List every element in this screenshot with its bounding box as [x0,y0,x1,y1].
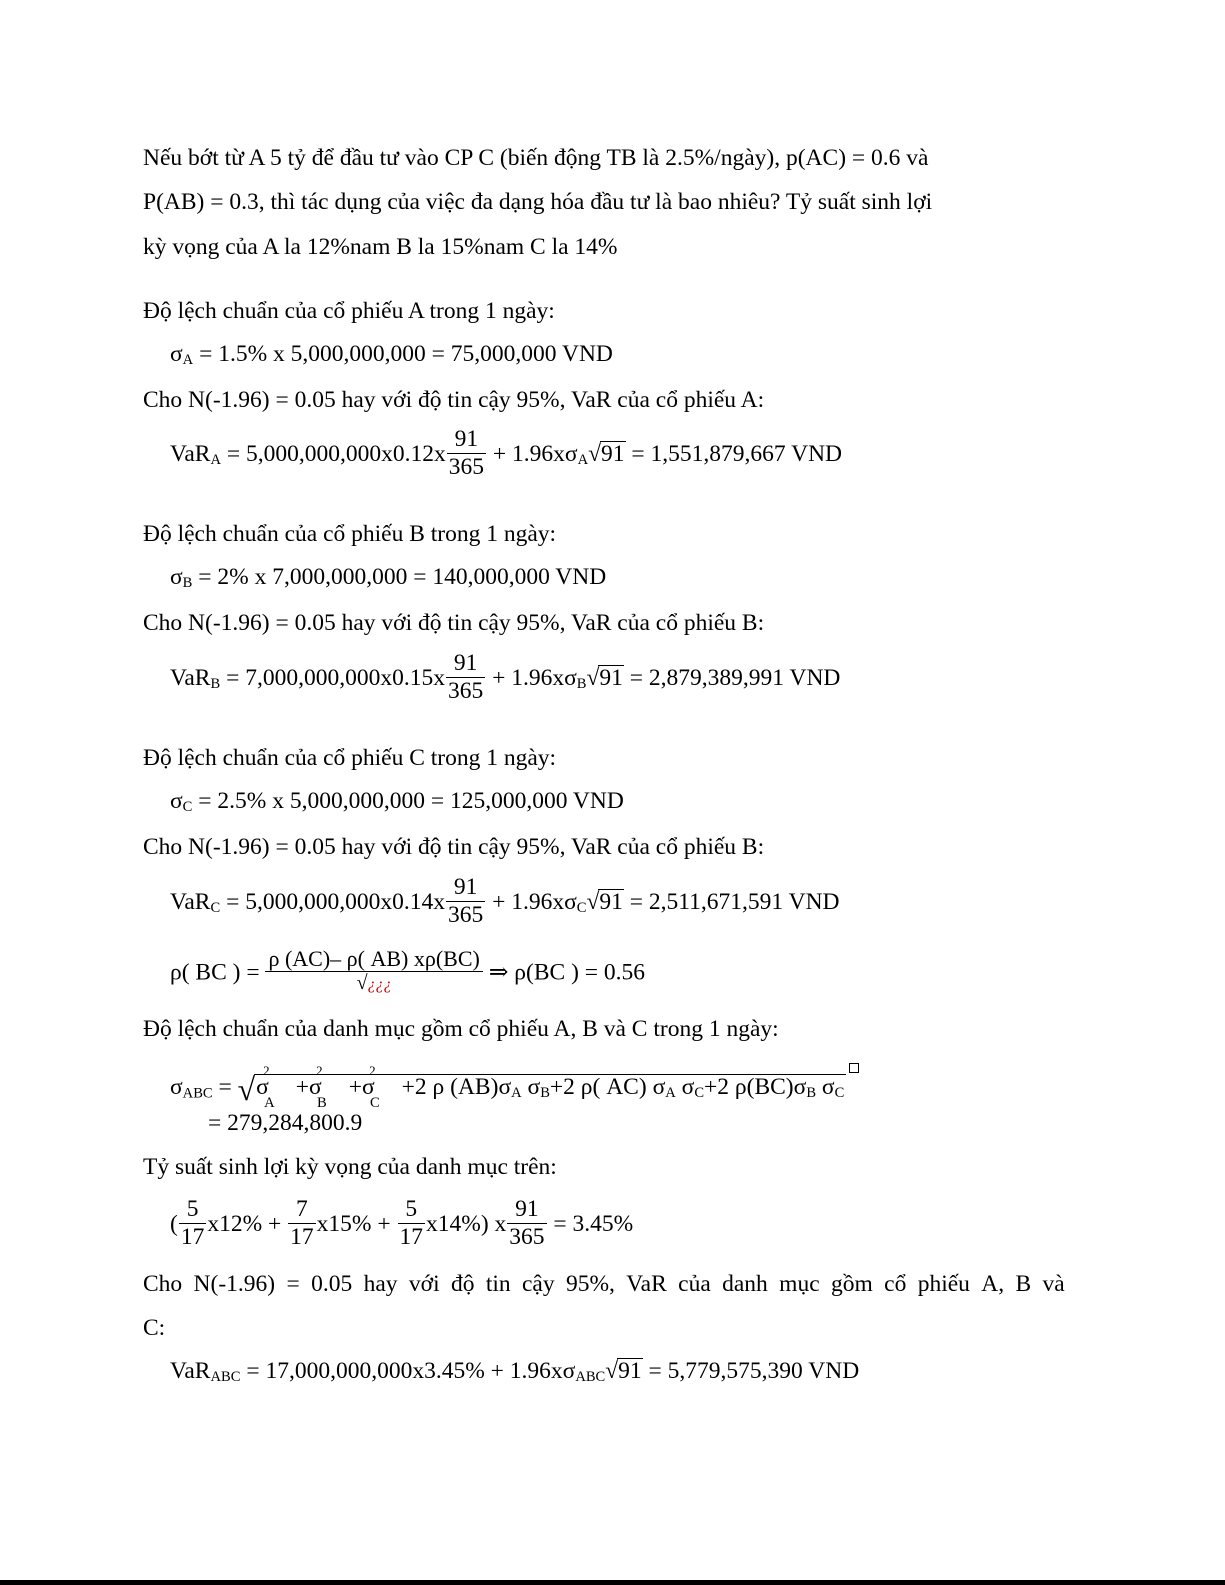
question-line-1: Nếu bớt từ A 5 tỷ để đầu tư vào CP C (biến động TB là 2.5%/ngày), p(AC) = 0.6 và [143,145,929,171]
stock-c-heading: Độ lệch chuẩn của cổ phiếu C trong 1 ngày: [143,745,557,771]
placeholder-box-icon [849,1063,859,1073]
sqrt: √91 [586,888,623,915]
rho-fraction: ρ (AC)– ρ( AB) xρ(BC) √¿¿¿ [265,946,482,994]
fraction: $\frac{7}{17}$ [290,1196,314,1251]
fraction: $\frac{5}{17}$ [180,1196,205,1251]
fraction: $\frac{91}{365}$ [447,650,484,705]
stock-a-heading: Độ lệch chuẩn của cổ phiếu A trong 1 ngày: [143,298,555,324]
sqrt: √91 [588,440,625,467]
fraction: $\frac{91}{365}$ [447,874,484,929]
formula-error-marker: ¿¿¿ [367,976,392,994]
stock-b-sigma: $\sigma_B = 2\%$ x 7,000,000,000 = 140,000,000 VND [170,564,607,592]
portfolio-return-formula: ( $\frac{5}{17}$ x12% + $\frac{7}{17}$ x15% + $\frac{5}{17}$ x14%) x $\frac{91}{365}$ = 3.45% [170,1196,634,1251]
question-line-3: kỳ vọng của A la 12%nam B la 15%nam C la 14% [143,234,618,260]
stock-a-sigma: $\sigma_A = 1.5\%$ x 5,000,000,000 = 75,000,000 VND [170,341,613,369]
portfolio-var-formula: $VaR_{ABC} = 17,000,000,000x3.45\% + 1.96x\sigma_{ABC}√91 = 5,779,575,390$ VND [170,1358,860,1386]
sqrt: √91 [586,664,623,691]
fraction: $\frac{91}{365}$ [448,426,485,481]
portfolio-var-heading: Cho N(-1.96) = 0.05 hay với độ tin cậy 95%, VaR của danh mục gồm cổ phiếu A, B và [143,1271,1065,1297]
stock-b-var-heading: Cho N(-1.96) = 0.05 hay với độ tin cậy 95%, VaR của cổ phiếu B: [143,610,765,636]
fraction: $\frac{5}{17}$ [399,1196,424,1251]
portfolio-heading: Độ lệch chuẩn của danh mục gồm cổ phiếu A, B và C trong 1 ngày: [143,1016,779,1042]
rho-bc-formula: ρ( BC ) = ρ (AC)– ρ( AB) xρ(BC) √¿¿¿ ⇒ ρ(BC ) = 0.56 [170,946,646,995]
portfolio-sigma-formula: $\sigma_{ABC} = √\sigma$ 2 A +σ 2 B +σ 2 C +2 ρ $(AB)\sigma_A$ $\sigma_B+2$ ρ( AC) $\sigma_A$ $\sigma_C+2$ $\rho(BC)\sigma_B$ $\sigma_C$ [170,1063,859,1109]
stock-a-var-formula: VaR$_A$ = 5,000,000,000x0.12x $\frac{91}{365}$ + $1.96x\sigma_A√91 = 1,551,879,667$ VND [170,426,843,481]
stock-b-var-formula: VaR$_B$ = 7,000,000,000x0.15x $\frac{91}{365}$ + $1.96x\sigma_B√91 = 2,879,389,991$ VND [170,650,841,705]
stock-c-var-formula: VaR$_C$ = 5,000,000,000x0.14x $\frac{91}{365}$ + $1.96x\sigma_C√91 = 2,511,671,591$ VND [170,874,840,929]
portfolio-var-heading-tail: C: [143,1315,166,1341]
stock-c-var-heading: Cho N(-1.96) = 0.05 hay với độ tin cậy 95%, VaR của cổ phiếu B: [143,834,765,860]
stock-a-var-heading: Cho N(-1.96) = 0.05 hay với độ tin cậy 95%, VaR của cổ phiếu A: [143,387,765,413]
stock-c-sigma: $\sigma_C = 2.5\%$ x 5,000,000,000 = 125,000,000 VND [170,788,624,816]
portfolio-sigma-value: = 279,284,800.9 [208,1110,363,1136]
page-bottom-border [0,1580,1225,1585]
portfolio-radical: σ 2 A +σ 2 B +σ 2 C +2 ρ $(AB)\sigma_A$ $\sigma_B+2$ ρ( AC) $\sigma_A$ $\sigma_C+2$ $\rho(BC)\sigma_B$ $\sigma_C$ [256,1062,845,1112]
stock-b-heading: Độ lệch chuẩn của cổ phiếu B trong 1 ngày: [143,521,557,547]
portfolio-return-heading: Tỷ suất sinh lợi kỳ vọng của danh mục trên: [143,1154,557,1180]
question-line-2: P(AB) = 0.3, thì tác dụng của việc đa dạng hóa đầu tư là bao nhiêu? Tỷ suất sinh lợi [143,189,933,215]
fraction: $\frac{91}{365}$ [509,1196,545,1251]
sqrt: √91 [605,1358,642,1384]
